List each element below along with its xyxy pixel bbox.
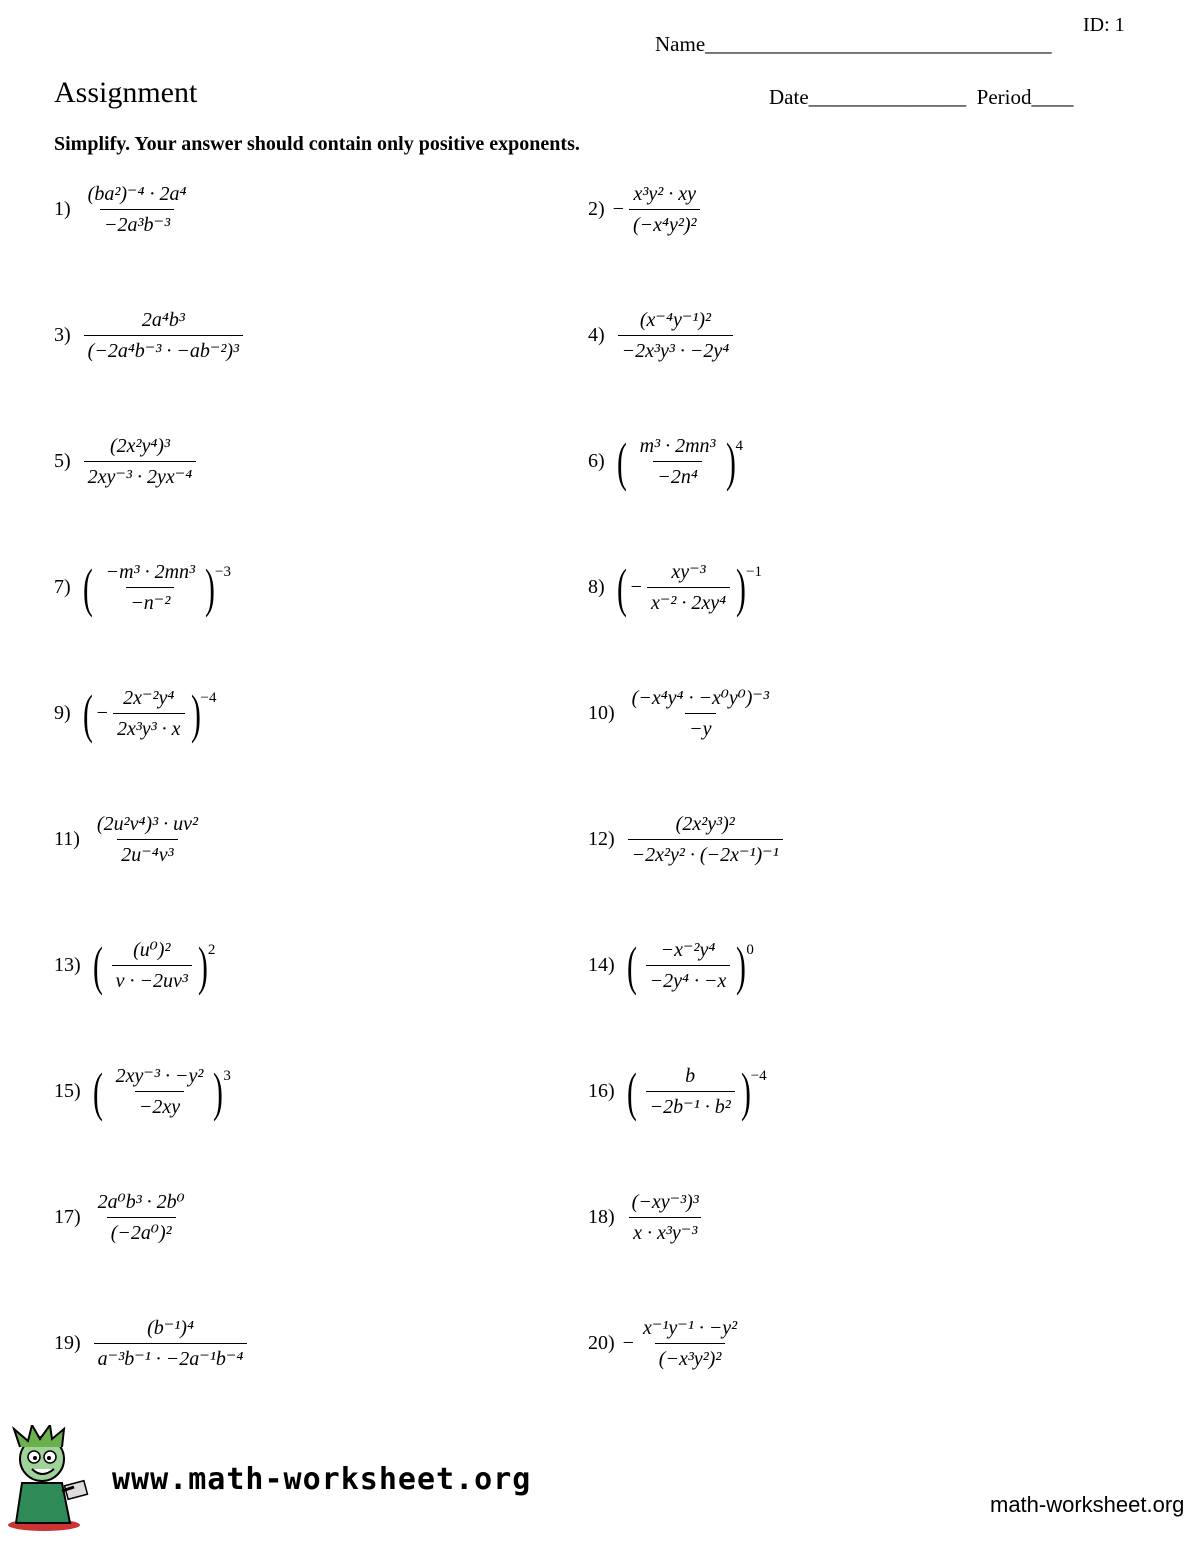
numerator: xy⁻³ <box>671 561 706 583</box>
problem-expression <box>79 683 217 744</box>
problem-item <box>54 1061 231 1122</box>
denominator: x⁻² · 2xy⁴ <box>647 587 730 615</box>
problem-item <box>54 1190 191 1245</box>
fraction <box>628 686 773 741</box>
denominator: v · −2uv³ <box>112 965 192 993</box>
problem-number: 7) <box>54 576 71 598</box>
problem-number: 19) <box>54 1332 81 1354</box>
problem-number: 11) <box>54 828 80 850</box>
problem-number: 16) <box>588 1080 615 1102</box>
problem-expression <box>613 182 703 237</box>
problem-expression <box>79 308 245 363</box>
numerator: 2a⁰b³ · 2b⁰ <box>97 1191 185 1213</box>
left-paren: ( <box>626 935 637 996</box>
denominator: (−x³y²)² <box>655 1343 726 1371</box>
problem-number: 9) <box>54 702 71 724</box>
problem-item <box>588 935 754 996</box>
period-field-label: Period____ <box>976 85 1074 109</box>
problem-expression <box>89 1190 191 1245</box>
numerator: (2x²y⁴)³ <box>109 435 170 457</box>
problem-number: 5) <box>54 450 71 472</box>
problem-number: 3) <box>54 324 71 346</box>
right-paren: ) <box>736 557 747 618</box>
problem-expression <box>623 812 785 867</box>
problem-expression <box>79 557 231 618</box>
fraction <box>646 938 731 993</box>
numerator: (2u²v⁴)³ · uv² <box>96 813 198 835</box>
numerator: (x⁻⁴y⁻¹)² <box>639 309 712 331</box>
footer-site-text: math-worksheet.org <box>990 1492 1185 1517</box>
problem-number: 18) <box>588 1206 615 1228</box>
denominator: (−x⁴y²)² <box>629 209 701 237</box>
fraction <box>636 434 720 489</box>
leading-negative-sign: − <box>630 576 642 598</box>
fraction <box>113 686 185 741</box>
fraction <box>93 812 202 867</box>
fraction <box>112 1064 208 1119</box>
fraction <box>84 182 191 237</box>
left-paren: ( <box>616 431 627 492</box>
denominator: 2u⁻⁴v³ <box>117 839 177 867</box>
fraction <box>628 812 783 867</box>
problem-item <box>588 1316 743 1371</box>
problem-number: 8) <box>588 576 605 598</box>
worksheet-id: ID: 1 <box>1083 14 1125 36</box>
denominator: 2xy⁻³ · 2yx⁻⁴ <box>84 461 197 489</box>
problem-number: 15) <box>54 1080 81 1102</box>
problem-number: 12) <box>588 828 615 850</box>
fraction <box>94 1190 189 1245</box>
right-paren: ) <box>736 935 747 996</box>
problem-expression <box>89 935 216 996</box>
numerator: (−xy⁻³)³ <box>631 1191 699 1213</box>
numerator: 2a⁴b³ <box>141 309 185 331</box>
fraction <box>112 938 192 993</box>
leading-negative-sign: − <box>612 198 624 220</box>
fraction <box>102 560 199 615</box>
right-paren: ) <box>213 1061 224 1122</box>
left-paren: ( <box>92 1061 103 1122</box>
denominator: −y <box>685 713 715 741</box>
fraction <box>629 182 701 237</box>
numerator: 2x⁻²y⁴ <box>123 687 175 709</box>
denominator: (−2a⁴b⁻³ · −ab⁻²)³ <box>84 335 243 363</box>
leading-negative-sign: − <box>622 1332 634 1354</box>
problem-expression <box>623 1316 744 1371</box>
outer-exponent: −4 <box>200 690 217 706</box>
left-paren: ( <box>92 935 103 996</box>
problem-item <box>54 1316 249 1371</box>
left-paren: ( <box>82 683 93 744</box>
problem-number: 10) <box>588 702 615 724</box>
problem-item <box>588 1061 767 1122</box>
numerator: (ba²)⁻⁴ · 2a⁴ <box>87 183 187 205</box>
name-field-label: Name_________________________________ <box>655 32 1052 56</box>
numerator: b <box>685 1065 696 1087</box>
footer-logo-url: www.math-worksheet.org <box>112 1462 532 1497</box>
problem-number: 13) <box>54 954 81 976</box>
denominator: −2x³y³ · −2y⁴ <box>618 335 734 363</box>
problem-number: 2) <box>588 198 605 220</box>
problem-item <box>54 182 192 237</box>
problem-expression <box>89 1061 231 1122</box>
problem-item <box>588 686 775 741</box>
problem-item <box>54 935 216 996</box>
problem-item <box>54 683 217 744</box>
problem-number: 20) <box>588 1332 615 1354</box>
problem-item <box>54 434 198 489</box>
left-paren: ( <box>616 557 627 618</box>
fraction <box>646 1064 735 1119</box>
outer-exponent: −1 <box>746 564 763 580</box>
leading-negative-sign: − <box>96 702 108 724</box>
numerator: −x⁻²y⁴ <box>660 939 716 961</box>
numerator: x³y² · xy <box>633 183 696 205</box>
right-paren: ) <box>205 557 215 618</box>
problem-number: 6) <box>588 450 605 472</box>
problem-expression <box>613 308 736 363</box>
denominator: −n⁻² <box>126 587 174 615</box>
right-paren: ) <box>740 1061 751 1122</box>
problem-item <box>588 431 744 492</box>
problem-number: 17) <box>54 1206 81 1228</box>
denominator: x · x³y⁻³ <box>629 1217 701 1245</box>
problem-item <box>588 308 735 363</box>
problem-expression <box>623 935 754 996</box>
outer-exponent: 3 <box>223 1068 231 1084</box>
problem-item <box>54 812 204 867</box>
problem-expression <box>88 812 204 867</box>
right-paren: ) <box>197 935 208 996</box>
denominator: −2x²y² · (−2x⁻¹)⁻¹ <box>628 839 783 867</box>
outer-exponent: 4 <box>735 438 744 454</box>
problem-item <box>54 308 245 363</box>
denominator: −2n⁴ <box>653 461 701 489</box>
fraction <box>628 1190 703 1245</box>
denominator: −2xy <box>135 1091 184 1119</box>
left-paren: ( <box>82 557 93 618</box>
problem-item <box>588 1190 705 1245</box>
numerator: 2xy⁻³ · −y² <box>115 1065 204 1087</box>
numerator: −m³ · 2mn³ <box>105 561 196 583</box>
outer-exponent: −3 <box>215 564 231 580</box>
right-paren: ) <box>725 431 736 492</box>
problem-item <box>54 557 231 618</box>
problem-expression <box>623 1190 705 1245</box>
problem-expression <box>89 1316 250 1371</box>
date-field-label: Date_______________ <box>769 85 967 109</box>
cartoon-character-icon <box>0 1425 92 1533</box>
date-period-row <box>769 85 1073 110</box>
instructions: Simplify. Your answer should contain only positive exponents. <box>54 133 580 155</box>
numerator: x⁻¹y⁻¹ · −y² <box>642 1317 738 1339</box>
problem-expression <box>623 686 775 741</box>
problem-item <box>588 557 763 618</box>
denominator: (−2a⁰)² <box>107 1217 176 1245</box>
problem-number: 1) <box>54 198 71 220</box>
numerator: (2x²y³)² <box>675 813 735 835</box>
numerator: (b⁻¹)⁴ <box>147 1317 194 1339</box>
page-title: Assignment <box>54 76 198 109</box>
fraction <box>84 434 197 489</box>
denominator: −2b⁻¹ · b² <box>646 1091 735 1119</box>
numerator: m³ · 2mn³ <box>639 435 716 457</box>
problem-item <box>588 812 785 867</box>
problem-expression <box>79 182 193 237</box>
problem-expression <box>79 434 199 489</box>
fraction <box>618 308 734 363</box>
problem-expression <box>613 557 763 618</box>
numerator: (−x⁴y⁴ · −x⁰y⁰)⁻³ <box>631 687 769 709</box>
fraction <box>647 560 730 615</box>
denominator: a⁻³b⁻¹ · −2a⁻¹b⁻⁴ <box>94 1343 248 1371</box>
problem-expression <box>623 1061 767 1122</box>
denominator: −2a³b⁻³ <box>100 209 174 237</box>
right-paren: ) <box>190 683 201 744</box>
denominator: 2x³y³ · x <box>113 713 185 741</box>
denominator: −2y⁴ · −x <box>646 965 731 993</box>
outer-exponent: 0 <box>746 942 754 958</box>
left-paren: ( <box>626 1061 637 1122</box>
problem-item <box>588 182 702 237</box>
problem-expression <box>613 431 744 492</box>
numerator: (u⁰)² <box>133 939 171 961</box>
problem-number: 4) <box>588 324 605 346</box>
fraction <box>639 1316 741 1371</box>
fraction <box>84 308 243 363</box>
outer-exponent: −4 <box>750 1068 767 1084</box>
fraction <box>94 1316 248 1371</box>
problem-number: 14) <box>588 954 615 976</box>
outer-exponent: 2 <box>207 942 216 958</box>
